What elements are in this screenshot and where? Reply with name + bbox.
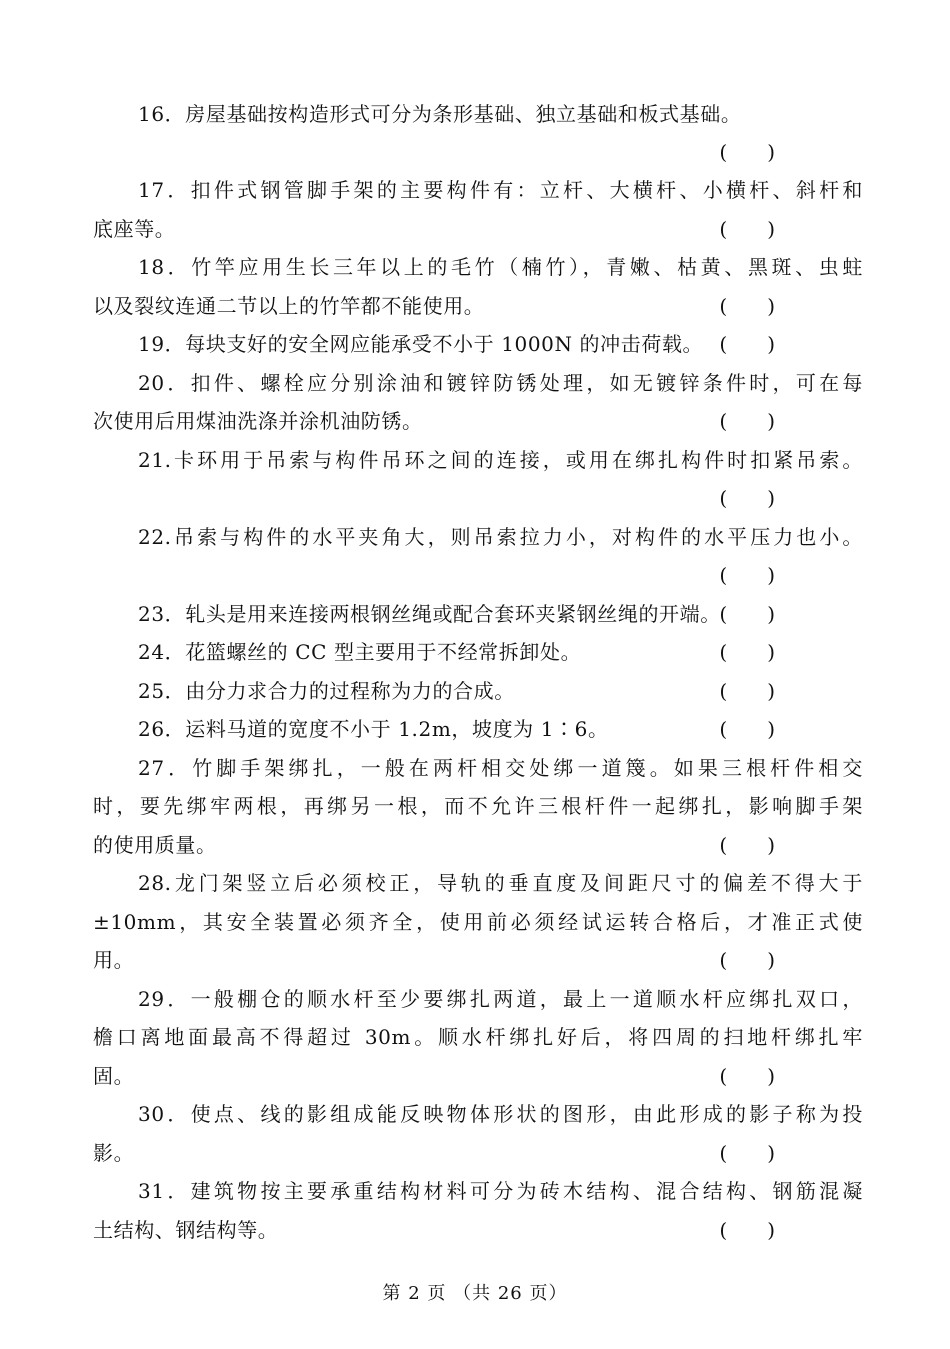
question-27-line-1: 27．竹脚手架绑扎，一般在两杆相交处绑一道篾。如果三根杆件相交 (138, 756, 863, 780)
question-22-answer-blank[interactable]: ( ) (719, 563, 775, 587)
question-30-answer-blank[interactable]: ( ) (719, 1141, 775, 1165)
question-19-answer-blank[interactable]: ( ) (719, 332, 775, 356)
question-31-line-1: 31．建筑物按主要承重结构材料可分为砖木结构、混合结构、钢筋混凝 (138, 1179, 863, 1203)
question-29-line-1: 29．一般棚仓的顺水杆至少要绑扎两道，最上一道顺水杆应绑扎双口， (138, 987, 863, 1011)
question-20-line-2 (93, 402, 863, 441)
page-footer: 第 2 页 （共 26 页） (382, 1283, 568, 1304)
question-21-line-2 (93, 479, 863, 518)
question-27-answer-blank[interactable]: ( ) (719, 833, 775, 857)
question-20-text-2: 次使用后用煤油洗涤并涂机油防锈。 (93, 409, 423, 433)
question-18-line-1: 18．竹竿应用生长三年以上的毛竹（楠竹），青嫩、枯黄、黑斑、虫蛀 (138, 255, 863, 279)
question-29-line-2: 檐口离地面最高不得超过 30m。顺水杆绑扎好后，将四周的扫地杆绑扎牢 (93, 1025, 863, 1049)
question-28-text-3: 用。 (93, 948, 135, 972)
question-17-line-1: 17．扣件式钢管脚手架的主要构件有：立杆、大横杆、小横杆、斜杆和 (138, 178, 863, 202)
question-29-text-3: 固。 (93, 1064, 135, 1088)
question-23-line-1 (138, 595, 863, 634)
question-16-answer-blank[interactable]: ( ) (719, 140, 775, 164)
question-31-answer-blank[interactable]: ( ) (719, 1218, 775, 1242)
question-25-answer-blank[interactable]: ( ) (719, 679, 775, 703)
question-16-line-1: 16．房屋基础按构造形式可分为条形基础、独立基础和板式基础。 (138, 102, 742, 126)
question-30-text-2: 影。 (93, 1141, 135, 1165)
question-26-answer-blank[interactable]: ( ) (719, 717, 775, 741)
question-21-answer-blank[interactable]: ( ) (719, 486, 775, 510)
question-28-line-2: ±10mm，其安全装置必须齐全，使用前必须经试运转合格后，才准正式使 (93, 910, 863, 934)
question-16-line-2 (93, 133, 863, 172)
question-31-text-2: 土结构、钢结构等。 (93, 1218, 279, 1242)
question-23-text-1: 23．轧头是用来连接两根钢丝绳或配合套环夹紧钢丝绳的开端。 (138, 602, 721, 626)
question-29-answer-blank[interactable]: ( ) (719, 1064, 775, 1088)
question-23-answer-blank[interactable]: ( ) (719, 602, 775, 626)
question-20-answer-blank[interactable]: ( ) (719, 409, 775, 433)
question-26-text-1: 26．运料马道的宽度不小于 1.2m，坡度为 1∶6。 (138, 717, 609, 741)
question-24-line-1 (138, 633, 863, 672)
question-28-line-1: 28.龙门架竖立后必须校正，导轨的垂直度及间距尺寸的偏差不得大于 (138, 871, 863, 895)
question-17-answer-blank[interactable]: ( ) (719, 217, 775, 241)
question-17-line-2 (93, 210, 863, 249)
question-19-line-1 (138, 325, 863, 364)
question-27-line-2: 时，要先绑牢两根，再绑另一根，而不允许三根杆件一起绑扎，影响脚手架 (93, 794, 863, 818)
question-17-text-2: 底座等。 (93, 217, 176, 241)
question-21-line-1: 21.卡环用于吊索与构件吊环之间的连接，或用在绑扎构件时扣紧吊索。 (138, 448, 863, 472)
question-18-answer-blank[interactable]: ( ) (719, 294, 775, 318)
question-29-line-3 (93, 1057, 863, 1096)
question-22-line-1: 22.吊索与构件的水平夹角大，则吊索拉力小，对构件的水平压力也小。 (138, 525, 863, 549)
question-27-text-3: 的使用质量。 (93, 833, 217, 857)
question-30-line-2 (93, 1134, 863, 1173)
question-25-text-1: 25．由分力求合力的过程称为力的合成。 (138, 679, 515, 703)
question-27-line-3 (93, 826, 863, 865)
question-25-line-1 (138, 672, 863, 711)
question-28-answer-blank[interactable]: ( ) (719, 948, 775, 972)
question-26-line-1 (138, 710, 863, 749)
question-24-text-1: 24．花篮螺丝的 CC 型主要用于不经常拆卸处。 (138, 640, 582, 664)
question-18-text-2: 以及裂纹连通二节以上的竹竿都不能使用。 (93, 294, 485, 318)
question-24-answer-blank[interactable]: ( ) (719, 640, 775, 664)
question-28-line-3 (93, 941, 863, 980)
question-22-line-2 (93, 556, 863, 595)
question-19-text-1: 19．每块支好的安全网应能承受不小于 1000N 的冲击荷载。 (138, 332, 704, 356)
question-31-line-2 (93, 1211, 863, 1250)
question-18-line-2 (93, 287, 863, 326)
question-30-line-1: 30．使点、线的影组成能反映物体形状的图形，由此形成的影子称为投 (138, 1102, 863, 1126)
question-20-line-1: 20．扣件、螺栓应分别涂油和镀锌防锈处理，如无镀锌条件时，可在每 (138, 371, 863, 395)
